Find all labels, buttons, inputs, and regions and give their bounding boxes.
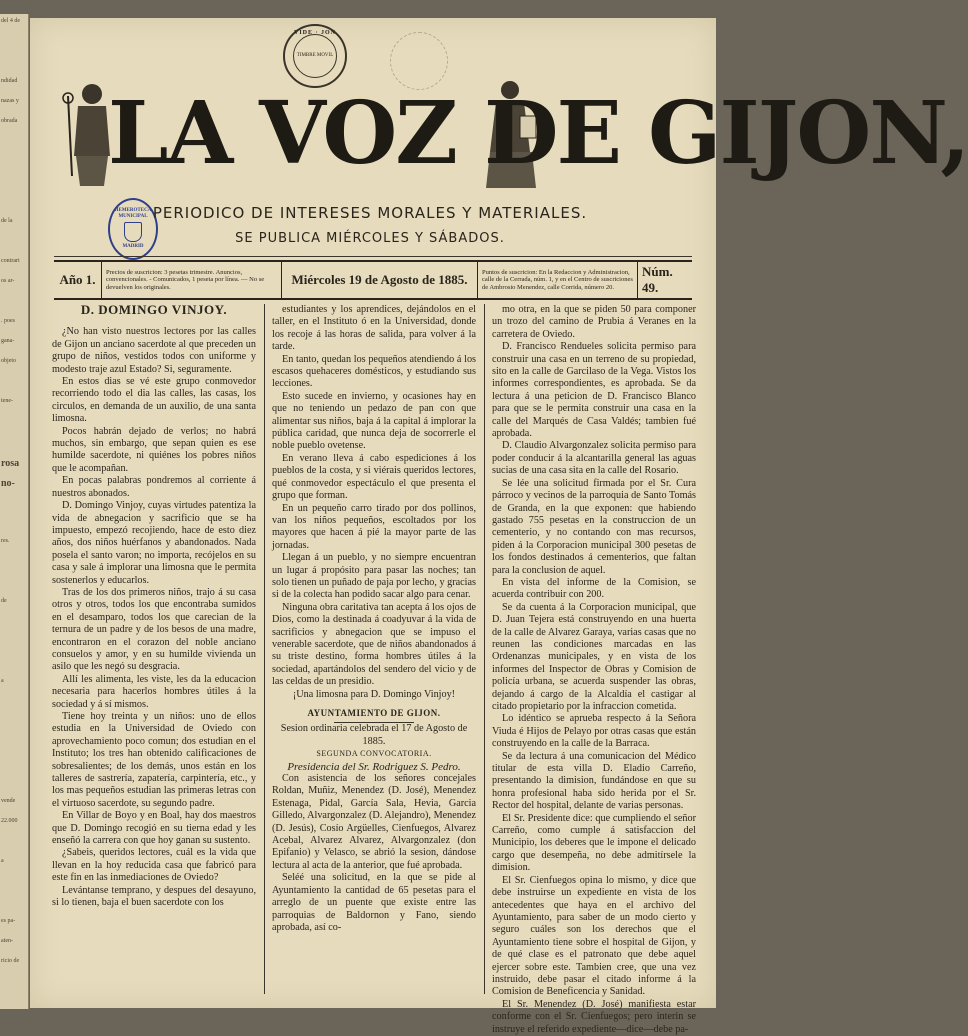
paragraph: El Sr. Menendez (D. José) manifiesta estar conforme con el Sr. Cienfuegos; pero interin se instruye el referido expediente—dice—debe pa- xyxy=(492,998,696,1035)
paragraph: D. Claudio Alvargonzalez solicita permiso para poder conducir á la alcantarilla general las aguas sucias de una casa sita en la calle del Rosario. xyxy=(492,440,696,477)
paragraph: Seléé una solicitud, en la que se pide al Ayuntamiento la cantidad de 65 pesetas para el arreglo de un puente que existe entre las parroquias de Baldornon y Fano, siendo aprobada, así co- xyxy=(272,872,476,933)
library-stamp-top-text: HEMEROTECA MUNICIPAL xyxy=(114,208,152,219)
paragraph: En un pequeño carro tirado por dos pollinos, van los niños pequeños, escoltados por los mayores que hacen á pié la mayor parte de las jornadas. xyxy=(272,502,476,551)
issue-date: Miércoles 19 de Agosto de 1885. xyxy=(282,262,478,298)
left-page-text-fragment: ricio de xyxy=(1,958,20,964)
newspaper-page xyxy=(30,18,968,1035)
paragraph: En Villar de Boyo y en Boal, hay dos maestros que D. Domingo recogió en su tierna edad y les enseñó la carrera con que hoy ganan su sustento. xyxy=(52,810,256,847)
paragraph: Ninguna obra caritativa tan acepta á los ojos de Dios, como la destinada á coadyuvar á la vida de sacrificios y abnegacion que se impuso el venerable sacerdote, que de niños abandonados á su triste destino, forma hombres útiles á la sociedad, apartándolos del sendero del vicio y de las celdas de un presidio. xyxy=(272,601,476,688)
left-page-text-fragment: objeto xyxy=(1,358,16,364)
subscription-points: Puntos de suscricion: En la Redaccion y Administracion, calle de la Cerrada, núm. 1, y en el Centro de suscriciones de Ambrosio Menendez, calle Corrida, número 20. xyxy=(478,262,638,298)
paragraph: ¿Sabeis, queridos lectores, cuál es la vida que llevan en la hoy reducida casa que fabricó para este fin en las inmediaciones de Oviedo? xyxy=(52,847,256,884)
newspaper-title: LA VOZ DE GIJON, xyxy=(108,83,968,184)
newspaper-subtitle: PERIODICO DE INTERESES MORALES Y MATERIALES. xyxy=(152,204,588,222)
paragraph: ¿No han visto nuestros lectores por las calles de Gijon un anciano sacerdote al que preceden un grupo de niños, vestidos todos con uniforme y modesto traje azul Estado? Si, seguramente. xyxy=(52,326,256,375)
paragraph: mo otra, en la que se piden 50 para componer un trozo del camino de Prubia á Veranes en la carretera de Oviedo. xyxy=(492,304,696,340)
left-page-text-fragment: contrari xyxy=(1,258,20,264)
divider xyxy=(54,256,692,257)
column-1 xyxy=(52,304,256,1000)
paragraph: En verano lleva á cabo espediciones á los pueblos de la costa, y si viérais queridos lectores, qué conmovedor espectáculo el que presenta el grupo que forman. xyxy=(272,452,476,502)
paragraph: Se da lectura á una comunicacion del Médico titular de esta villa D. Eladio Carreño, presentando la dimision, fundándose en que su honra profesional haba sido herida por el Sr. Rector del hospital, delante de varias personas. xyxy=(492,750,696,812)
left-page-text-fragment: de la xyxy=(1,218,13,224)
paragraph: D. Domingo Vinjoy, cuyas virtudes patentiza la vida de abnegacion y sacrificio que se ha impuesto, empezó recojiendo, hace de esto diez años, dos niños huérfanos y abandonados. Nada posela el santo varon; no importa, recójelos en su casa y sale á implorar una limosna que le permita sostenerlos y educarlos. xyxy=(52,500,256,586)
paragraph: Lo idéntico se aprueba respecto á la Señora Viuda é Hijos de Pelayo por otras casas que están construyendo en la calle de la Barraca. xyxy=(492,713,696,750)
section-heading-ayuntamiento: AYUNTAMIENTO DE GIJON. xyxy=(307,708,441,718)
tax-stamp-ring-text: VIDE · JON xyxy=(293,30,336,36)
paragraph: Esto sucede en invierno, y ocasiones hay en que no teniendo un pedazo de pan con que alimentar sus niños, baja á la capital á implorar la pública caridad, que nunca deja de socorrerle el noble pueblo ovetense. xyxy=(272,390,476,452)
paragraph: El Sr. Presidente dice: que cumpliendo el señor Carreño, como cumple á satisfaccion del Municipio, los deberes que le impone el delicado cargo que desempeña, no debe admitírsele la dimision. xyxy=(492,812,696,874)
paragraph: En vista del informe de la Comision, se acuerda contribuir con 200. xyxy=(492,576,696,601)
article-columns xyxy=(52,302,696,1035)
session-title: Sesion ordinaria celebrada el 17 de Agosto de 1885. xyxy=(280,723,468,747)
left-page-text-fragment: vende xyxy=(1,798,16,804)
masthead xyxy=(50,76,968,196)
paragraph: En estos dias se vé este grupo conmovedor recorriendo todo el dia las calles, las casas, los circulos, en demanda de un auxilio, de una santa limosna. xyxy=(52,376,256,425)
paragraph: En tanto, quedan los pequeños atendiendo á los escasos quehaceres domésticos, y estudiando sus lecciones. xyxy=(272,353,476,390)
paragraph: Tiene hoy treinta y un niños: uno de ellos estudia en la Universidad de Oviedo con aprovechamiento poco comun; dos estudian en el Instituto; los tres han obtenido calificaciones de sobresalientes; de los demás, unos están en los talleres de sastrería, zapatería, carpintería, etc., y los mas pequeños estudian las primeras letras con el virtuoso sacerdote, su segundo padre. xyxy=(52,711,256,809)
paragraph: Llegan á un pueblo, y no siempre encuentran un lugar á propósito para pasar las noches; tan solo tienen un puñado de paja por lecho, y gracias si de la colecta han podido sacar algo para cenar. xyxy=(272,552,476,601)
left-page-text-fragment: . poes xyxy=(1,318,15,324)
left-page-text-fragment: nazas y xyxy=(1,98,19,104)
left-page-text-fragment: tene- xyxy=(1,398,13,404)
paragraph: Se da cuenta á la Corporacion municipal, que D. Juan Tejera está construyendo en una huerta de la calle de Alvarez Garaya, varias casas que no reunen las condiciones marcadas en las Ordenanzas municipales, y en vista de los informes del Inspector de Obras y Comision de policía urbana, se acuerda suspender las obras, dejando á cargo de la Alcaldía el castigar al citado propietario por la infraccion cometida. xyxy=(492,601,696,712)
left-page-text-fragment: gana- xyxy=(1,338,15,344)
closing-appeal: ¡Una limosna para D. Domingo Vinjoy! xyxy=(292,688,456,700)
column-2 xyxy=(272,304,476,1000)
paragraph: Allí les alimenta, les viste, les da la educacion necesaria para hacerlos hombres útiles á la sociedad y á sí mismos. xyxy=(52,673,256,710)
column-divider xyxy=(264,304,265,994)
article-heading-vinjoy: D. DOMINGO VINJOY. xyxy=(80,302,228,317)
publication-schedule: SE PUBLICA MIÉRCOLES Y SÁBADOS. xyxy=(235,231,505,246)
paragraph: estudiantes y los aprendices, dejándolos en el taller, en el Instituto ó en la Universidad, donde los recoje á las horas de salida, para volver á la tarde. xyxy=(272,304,476,353)
left-page-text-fragment: no- xyxy=(1,478,15,489)
left-page-text-fragment: de xyxy=(1,598,7,604)
convocatoria-label: SEGUNDA CONVOCATORIA. xyxy=(316,749,432,759)
presidency-line: Presidencia del Sr. Rodriguez S. Pedro. xyxy=(287,760,461,773)
left-page-text-fragment: aten- xyxy=(1,938,13,944)
left-page-text-fragment: ndidad xyxy=(1,78,18,84)
paragraph: Pocos habrán dejado de verlos; no habrá muchos, sin embargo, que sepan quien es ese humilde sacerdote, ni quiénes los pobres niños que le acompañan. xyxy=(52,425,256,474)
issue-number: Núm. 49. xyxy=(642,264,673,295)
column-3 xyxy=(492,304,696,1035)
adjacent-page-fragment xyxy=(0,14,29,1009)
subscription-prices: Precios de suscricion: 3 pesetas trimestre. Anuncios, convencionales. - Comunicados, 1 peseta por línea. — No se devuelven los originales. xyxy=(102,262,282,298)
issue-year: Año 1. xyxy=(54,262,102,298)
column-divider xyxy=(484,304,485,994)
left-page-text-fragment: es pa- xyxy=(1,918,16,924)
left-page-text-fragment: rosa xyxy=(1,458,20,469)
left-page-text-fragment: a xyxy=(1,678,4,684)
paragraph: Con asistencia de los señores concejales Roldan, Muñiz, Menendez (D. José), Menendez Estenaga, Pidal, García Sala, Hevia, Garcia Gilledo, Alvargonzalez (D. Alejandro), Menendez (D. Jesús), Cosío Argüelles, Cienfuegos, Alvarez Acebal, Alvarez Alvarez, Alvargonzalez (don Epifanio) y Velasco, se abrió la sesion, dándose lectura al acta de la anterior, que fué aprobada. xyxy=(272,773,476,871)
paragraph: Levántanse temprano, y despues del desayuno, si lo tienen, baja el buen sacerdote con los xyxy=(52,884,256,909)
paragraph: El Sr. Cienfuegos opina lo mismo, y dice que debe instruirse un expediente en vista de los antecedentes que haya en el archivo del Ayuntamiento, para saber de un modo cierto y seguro cuáles son los derechos que el Ayuntamiento tiene sobre el hospital de Gijon, y de qué clase es el patronato que debe aquel ejercer sobre este. Tambien cree, que una vez instruido, debe pasar el citado informe á la Comision de Beneficencia y Sanidad. xyxy=(492,874,696,998)
tax-stamp-inner-text: TIMBRE MOVIL xyxy=(293,34,337,78)
left-page-text-fragment: obrada xyxy=(1,118,18,124)
paragraph: Se lée una solicitud firmada por el Sr. Cura párroco y vecinos de la parroquia de Santo Tomás de Granda, en la que exponen: que habiendo gastado 755 pesetas en la construccion de un cementerio, y no contando con mas recursos, piden á la Corporacion municipal 300 pesetas de los fondos destinados á cementerios, que faltan para la conclusion de aquel. xyxy=(492,477,696,576)
left-page-text-fragment: del 4 de xyxy=(1,18,20,24)
library-stamp-bottom-text: MADRID xyxy=(122,244,144,249)
issue-info-bar xyxy=(54,260,692,300)
paragraph: D. Francisco Rendueles solicita permiso para construir una casa en un terreno de su propiedad, sito en la calle de Garcilaso de la Vega. Vistos los informes correspondientes, es aprobada. Se da lectura á una peticion de D. Francisco Blanco para que se le permita construir una casa en la calle del Marqués de Casa Valdés; tambien fué aprobada. xyxy=(492,341,696,440)
paragraph: En pocas palabras pondremos al corriente á nuestros abonados. xyxy=(52,475,256,499)
paragraph: Tras de los dos primeros niños, trajo á su casa otros y otros, todos los que encontraba sumidos en el desamparo, todos los que carecian de la ternura de un padre y de los besos de una madre, encontraron en el corazon del noble anciano consuelos y amor, y en su humilde vivienda un asilo que les negó su desgracia. xyxy=(52,586,256,673)
left-page-text-fragment: 22.000 xyxy=(1,818,18,824)
left-page-text-fragment: os ar- xyxy=(1,278,15,284)
left-page-text-fragment: res. xyxy=(1,538,10,544)
left-page-text-fragment: a xyxy=(1,858,4,864)
